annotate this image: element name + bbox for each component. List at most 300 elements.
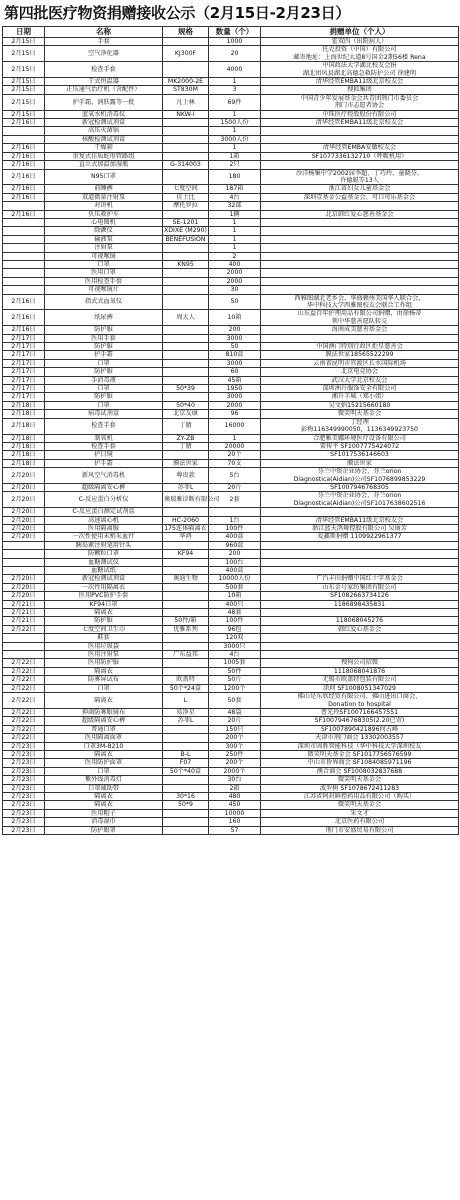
cell-spec: 丁腈: [163, 418, 209, 434]
cell-date: 2月16日: [3, 169, 45, 185]
cell-spec: 北京友康: [163, 410, 209, 418]
cell-quantity: 1: [209, 78, 261, 86]
cell-quantity: 20000: [209, 442, 261, 450]
table-row: [3, 459, 459, 467]
table-row: [3, 634, 459, 642]
cell-quantity: 57: [209, 826, 261, 834]
table-row: [3, 826, 459, 834]
cell-name: 一次性使用末梢采血针: [45, 533, 163, 541]
cell-donor: [261, 651, 459, 659]
cell-date: 2月16日: [3, 152, 45, 160]
cell-donor: 深圳洲升服饰安全有限公司: [261, 385, 459, 393]
cell-date: 2月20日: [3, 508, 45, 516]
table-row: [3, 260, 459, 268]
cell-quantity: 3000: [209, 393, 261, 401]
table-row: [3, 359, 459, 367]
cell-name: 防护服: [45, 326, 163, 334]
cell-quantity: 5台: [209, 468, 261, 484]
cell-name: 重复式佳质蛇形管路组: [45, 152, 163, 160]
cell-donor: 合肥雅美娜环境医疗设备有限公司: [261, 434, 459, 442]
cell-donor: [261, 286, 459, 294]
cell-quantity: 20片: [209, 717, 261, 725]
cell-spec: [163, 294, 209, 310]
table-row: [3, 684, 459, 692]
cell-spec: [163, 62, 209, 78]
cell-date: [3, 286, 45, 294]
cell-donor: 清华经管EMBA11级北京校友会: [261, 78, 459, 86]
cell-quantity: 20片: [209, 483, 261, 491]
cell-donor: 芬兰中资企业协会、芬兰orion Diagnostica(Aidian)公司SF1017638602516: [261, 492, 459, 508]
table-row: [3, 368, 459, 376]
table-row: [3, 693, 459, 709]
table-row: [3, 78, 459, 86]
cell-quantity: 500套: [209, 583, 261, 591]
cell-name: 医用隔离面罩: [45, 734, 163, 742]
cell-donor: 清华经管EMBA11级北京校友会: [261, 119, 459, 127]
cell-donor: [261, 334, 459, 342]
cell-spec: [163, 592, 209, 600]
table-header-row: [3, 27, 459, 38]
cell-name: 隔离衣: [45, 693, 163, 709]
cell-date: [3, 244, 45, 252]
cell-date: 2月21日: [3, 600, 45, 608]
cell-name: 护手霜、润肤露等一批: [45, 94, 163, 110]
cell-spec: [163, 600, 209, 608]
cell-spec: [163, 667, 209, 675]
cell-quantity: 10箱: [209, 592, 261, 600]
cell-spec: [163, 659, 209, 667]
table-row: [3, 334, 459, 342]
cell-spec: [163, 642, 209, 650]
cell-quantity: 50: [209, 343, 261, 351]
cell-spec: 50件/箱: [163, 617, 209, 625]
cell-date: [3, 227, 45, 235]
cell-donor: 爱鑫斯捐赠 1109922961377: [261, 533, 459, 541]
table-row: [3, 809, 459, 817]
cell-name: 除颤仪: [45, 227, 163, 235]
cell-spec: [163, 119, 209, 127]
table-row: [3, 94, 459, 110]
table-row: [3, 286, 459, 294]
cell-date: [3, 541, 45, 549]
cell-donor: [261, 558, 459, 566]
cell-quantity: 100件: [209, 617, 261, 625]
cell-quantity: 69件: [209, 94, 261, 110]
cell-quantity: 400: [209, 260, 261, 268]
cell-spec: [163, 583, 209, 591]
cell-spec: KN95: [163, 260, 209, 268]
cell-date: 2月23日: [3, 767, 45, 775]
cell-date: 2月17日: [3, 385, 45, 393]
table-row: [3, 343, 459, 351]
cell-quantity: 1200个: [209, 684, 261, 692]
cell-quantity: 1: [209, 227, 261, 235]
cell-quantity: 300个: [209, 742, 261, 750]
cell-spec: [163, 269, 209, 277]
cell-name: 手套: [45, 38, 163, 46]
cell-donor: 微笑明天基金会: [261, 410, 459, 418]
cell-donor: 深圳市固胜智能科技（华中科技大学深圳校友: [261, 742, 459, 750]
cell-name: 医用注射泵: [45, 651, 163, 659]
cell-date: 2月17日: [3, 334, 45, 342]
table-row: [3, 676, 459, 684]
table-row: [3, 792, 459, 800]
cell-spec: [163, 784, 209, 792]
cell-spec: 广东益邦: [163, 651, 209, 659]
cell-name: 血糖测试仪: [45, 558, 163, 566]
cell-quantity: 1: [209, 235, 261, 243]
cell-donor: 北京医药有限公司: [261, 818, 459, 826]
cell-date: 2月18日: [3, 418, 45, 434]
cell-spec: 苏菲L: [163, 483, 209, 491]
cell-donor: 山东益百年护理用品有限公司捐赠，由徐杨蒂 领中华慈善愿队转交: [261, 310, 459, 326]
cell-spec: ST830M: [163, 86, 209, 94]
table-row: [3, 492, 459, 508]
cell-quantity: 1: [209, 218, 261, 226]
cell-spec: [163, 508, 209, 516]
cell-date: 2月22日: [3, 717, 45, 725]
cell-name: 检查手套: [45, 62, 163, 78]
cell-spec: KF94: [163, 550, 209, 558]
cell-spec: [163, 127, 209, 135]
cell-donor: [261, 161, 459, 169]
cell-date: [3, 218, 45, 226]
cell-donor: 中国青少年发展基金会共青团荆门市委员会 荆门市志愿者协会: [261, 94, 459, 110]
cell-donor: 山东金号家纺集团有限公司: [261, 583, 459, 591]
cell-name: 检查手套: [45, 442, 163, 450]
cell-name: 前睡裤: [45, 185, 163, 193]
cell-donor: [261, 567, 459, 575]
cell-date: 2月15日: [3, 110, 45, 118]
cell-date: 2月15日: [3, 46, 45, 62]
donation-table: [2, 26, 459, 835]
cell-spec: [163, 135, 209, 143]
cell-name: KF94口罩: [45, 600, 163, 608]
cell-date: 2月23日: [3, 750, 45, 758]
cell-spec: [163, 38, 209, 46]
table-row: [3, 351, 459, 359]
table-row: [3, 533, 459, 541]
cell-donor: 云南省昆明市官渡区长水国际机场: [261, 359, 459, 367]
cell-date: [3, 252, 45, 260]
cell-name: 空气净化器: [45, 46, 163, 62]
table-row: [3, 269, 459, 277]
table-row: [3, 310, 459, 326]
cell-date: 2月16日: [3, 193, 45, 201]
cell-spec: XDIXE (M290): [164, 227, 207, 235]
cell-spec: [163, 567, 209, 575]
cell-spec: [163, 776, 209, 784]
cell-date: 2月20日: [3, 583, 45, 591]
cell-donor: [261, 235, 459, 243]
cell-donor: 海南成美慈善基金会: [261, 326, 459, 334]
cell-quantity: 250件: [209, 750, 261, 758]
cell-date: 2月23日: [3, 818, 45, 826]
cell-name: 高速离心机: [45, 516, 163, 524]
cell-spec: G-314003: [163, 161, 209, 169]
table-row: [3, 277, 459, 285]
cell-spec: 华鸿: [163, 533, 209, 541]
cell-spec: 佳士比: [163, 193, 209, 201]
cell-name: 新冠检测试剂盒: [45, 119, 163, 127]
cell-date: 2月22日: [3, 625, 45, 633]
cell-name: 防护服: [45, 617, 163, 625]
cell-donor: [261, 127, 459, 135]
cell-quantity: 16000: [209, 418, 261, 434]
cell-date: 2月17日: [3, 351, 45, 359]
cell-spec: [163, 252, 209, 260]
cell-donor: 丁经理 彭梅116349990050，1136349923750: [261, 418, 459, 434]
cell-date: [3, 235, 45, 243]
cell-date: 2月15日: [3, 86, 45, 94]
cell-donor: 荆门市安盛贸易有限公司: [261, 826, 459, 834]
cell-spec: B-L: [163, 750, 209, 758]
table-row: [3, 326, 459, 334]
table-row: [3, 600, 459, 608]
cell-donor: 浙江蓝天鸽舞控股有限公司 吴丽芳: [261, 524, 459, 532]
cell-spec: 50个*24盒: [163, 684, 209, 692]
cell-name: 医用手套: [45, 334, 163, 342]
cell-quantity: 50片: [209, 676, 261, 684]
cell-spec: 50*40: [163, 401, 209, 409]
page-title: 第四批医疗物资捐赠接收公示（2月15日-2月23日）: [4, 4, 351, 22]
cell-name: 防护服: [45, 368, 163, 376]
cell-date: 2月20日: [3, 516, 45, 524]
cell-spec: [163, 152, 209, 160]
cell-quantity: 50: [209, 294, 261, 310]
cell-date: 2月17日: [3, 343, 45, 351]
cell-quantity: 450: [209, 801, 261, 809]
cell-donor: [261, 135, 459, 143]
cell-spec: F07: [163, 759, 209, 767]
cell-quantity: 1000: [209, 38, 261, 46]
cell-name: 防护眼罩: [45, 826, 163, 834]
cell-spec: 尊贵款: [163, 468, 209, 484]
cell-date: 2月20日: [3, 483, 45, 491]
cell-quantity: 10箱: [209, 310, 261, 326]
table-row: [3, 583, 459, 591]
table-row: [3, 651, 459, 659]
cell-spec: [163, 558, 209, 566]
table-row: [3, 642, 459, 650]
cell-date: 2月18日: [3, 410, 45, 418]
cell-quantity: 2套: [209, 492, 261, 508]
cell-name: 口罩: [45, 684, 163, 692]
cell-spec: [163, 742, 209, 750]
cell-name: 防护服: [45, 343, 163, 351]
cell-quantity: 1005套: [209, 659, 261, 667]
cell-donor: 霍双四（出院病人）: [261, 38, 459, 46]
table-row: [3, 144, 459, 152]
cell-quantity: 400盒: [209, 567, 261, 575]
cell-name: 指式式血氧仪: [45, 294, 163, 310]
cell-spec: [163, 326, 209, 334]
cell-quantity: 400只: [209, 600, 261, 608]
cell-donor: 清华经管EMBA11级北京校友会: [261, 516, 459, 524]
cell-name: 心电图机: [45, 218, 163, 226]
cell-name: 胰岛素注射笔用针头: [45, 541, 163, 549]
table-row: [3, 468, 459, 484]
cell-name: 医用PVC防护手套: [45, 592, 163, 600]
cell-spec: 易净星: [163, 708, 209, 716]
cell-spec: [163, 144, 209, 152]
cell-donor: SF1007946768305: [261, 483, 459, 491]
cell-date: 2月16日: [3, 310, 45, 326]
cell-quantity: [209, 508, 261, 516]
table-row: [3, 750, 459, 758]
cell-spec: 优雅系列: [163, 625, 209, 633]
cell-date: 2月22日: [3, 659, 45, 667]
table-row: [3, 418, 459, 434]
header-donor: 捐赠单位（个人）: [261, 27, 459, 38]
cell-date: 2月18日: [3, 459, 45, 467]
cell-name: 新冠检测试剂盒: [45, 575, 163, 583]
cell-donor: 北京韩红爱心慈善基金会: [261, 210, 459, 218]
table-row: [3, 784, 459, 792]
cell-name: 口罩: [45, 260, 163, 268]
cell-quantity: 10000人份: [209, 575, 261, 583]
cell-spec: [163, 359, 209, 367]
cell-date: 2月22日: [3, 676, 45, 684]
table-row: [3, 218, 459, 226]
cell-date: 2月21日: [3, 617, 45, 625]
cell-donor: 膜法世家18565522299: [261, 351, 459, 359]
table-row: [3, 776, 459, 784]
cell-date: 2月16日: [3, 161, 45, 169]
cell-name: 输液泵: [45, 235, 163, 243]
cell-quantity: 400盒: [209, 533, 261, 541]
cell-spec: [163, 343, 209, 351]
cell-spec: [163, 826, 209, 834]
table-row: [3, 617, 459, 625]
table-row: [3, 434, 459, 442]
cell-quantity: 120双: [209, 634, 261, 642]
cell-donor: 佛山是东欣经贸有限公司、佛山进出口商会、 Donation to hospital: [261, 693, 459, 709]
cell-spec: 奥迪生物: [163, 575, 209, 583]
cell-date: 2月23日: [3, 742, 45, 750]
cell-date: 2月16日: [3, 119, 45, 127]
table-row: [3, 410, 459, 418]
cell-name: 医用防护服: [45, 659, 163, 667]
cell-spec: [163, 609, 209, 617]
table-row: [3, 451, 459, 459]
table-row: [3, 667, 459, 675]
cell-name: 纸尿裤: [45, 310, 163, 326]
cell-date: 2月15日: [3, 78, 45, 86]
cell-quantity: 3000: [209, 359, 261, 367]
cell-name: 口罩: [45, 767, 163, 775]
cell-date: 2月20日: [3, 533, 45, 541]
cell-name: 紫外线消毒灯: [45, 776, 163, 784]
table-row: [3, 625, 459, 633]
table-row: [3, 110, 459, 118]
cell-quantity: 2: [209, 252, 261, 260]
cell-name: 可视喉镜: [45, 252, 163, 260]
cell-date: [3, 127, 45, 135]
cell-date: 2月22日: [3, 725, 45, 733]
cell-donor: SF1007890421896何占峰: [261, 725, 459, 733]
cell-donor: 托克投资（中国）有限公司 邮寄地址：上海世纪大道8号国金2期56楼 Rena: [261, 46, 459, 62]
cell-donor: 沙洋杨集中学2002届李超、丁巧玲、童晓芬、 许德聪等13人: [261, 169, 459, 185]
cell-quantity: 810盒: [209, 351, 261, 359]
cell-name: 口罩: [45, 385, 163, 393]
cell-donor: 微笑明天基金会 SF1017756576599: [261, 750, 459, 758]
cell-donor: [261, 252, 459, 260]
cell-quantity: 96: [209, 410, 261, 418]
header-spec: 规格: [163, 27, 209, 38]
cell-date: 2月21日: [3, 609, 45, 617]
cell-quantity: 160: [209, 818, 261, 826]
cell-date: 2月20日: [3, 492, 45, 508]
cell-name: 鞋套: [45, 634, 163, 642]
cell-spec: 七度空间: [163, 185, 209, 193]
cell-spec: NKW-I: [163, 110, 209, 118]
cell-quantity: 1: [209, 110, 261, 118]
cell-donor: 膜法世家: [261, 459, 459, 467]
cell-name: 护手霜: [45, 459, 163, 467]
cell-donor: 涂珂 SF1008051347029: [261, 684, 459, 692]
cell-spec: SE-1201: [163, 218, 209, 226]
cell-quantity: 1台: [209, 516, 261, 524]
header-quantity: 数量（个）: [209, 27, 261, 38]
cell-quantity: 2箱: [209, 784, 261, 792]
cell-spec: [163, 277, 209, 285]
cell-date: 2月22日: [3, 684, 45, 692]
cell-name: 护手霜: [45, 351, 163, 359]
cell-date: 2月23日: [3, 792, 45, 800]
cell-date: 2月20日: [3, 592, 45, 600]
cell-date: 2月22日: [3, 708, 45, 716]
table-row: [3, 152, 459, 160]
cell-date: 2月17日: [3, 359, 45, 367]
cell-donor: SF1017536146603: [261, 451, 459, 459]
cell-quantity: 1500人份: [209, 119, 261, 127]
cell-name: 口罩辅助带: [45, 784, 163, 792]
cell-donor: 北京电竞协会: [261, 368, 459, 376]
cell-donor: [261, 642, 459, 650]
cell-quantity: 32部: [209, 202, 261, 210]
cell-date: 2月18日: [3, 401, 45, 409]
cell-name: 医用垃圾袋: [45, 642, 163, 650]
cell-quantity: 48套: [209, 609, 261, 617]
table-row: [3, 244, 459, 252]
cell-donor: 中珠医疗控股股份有限公司: [261, 110, 459, 118]
cell-name: 超级隔离安心裤: [45, 717, 163, 725]
cell-donor: 吴文娟15215660180: [261, 401, 459, 409]
cell-date: [3, 567, 45, 575]
cell-date: [3, 277, 45, 285]
cell-name: 检查手套: [45, 418, 163, 434]
cell-date: [3, 135, 45, 143]
cell-donor: 波罗树 SF1078672411283: [261, 784, 459, 792]
cell-spec: [163, 634, 209, 642]
cell-donor: 搜狐集团: [261, 86, 459, 94]
table-row: [3, 818, 459, 826]
cell-quantity: 960盒: [209, 541, 261, 549]
cell-name: 血糖试纸: [45, 567, 163, 575]
cell-name: 医用帽子: [45, 809, 163, 817]
cell-date: 2月16日: [3, 210, 45, 218]
cell-name: 超级隔离安心裤: [45, 483, 163, 491]
cell-donor: [261, 260, 459, 268]
cell-name: 正压通气治疗机（含配件）: [45, 86, 163, 94]
cell-spec: MK2000-2E: [163, 78, 209, 86]
cell-date: 2月22日: [3, 667, 45, 675]
cell-donor: [261, 227, 459, 235]
cell-date: 2月22日: [3, 693, 45, 709]
cell-name: 口罩3M-8210: [45, 742, 163, 750]
cell-donor: 江苏省阿封鲜控药用品有限公司（购买）: [261, 792, 459, 800]
